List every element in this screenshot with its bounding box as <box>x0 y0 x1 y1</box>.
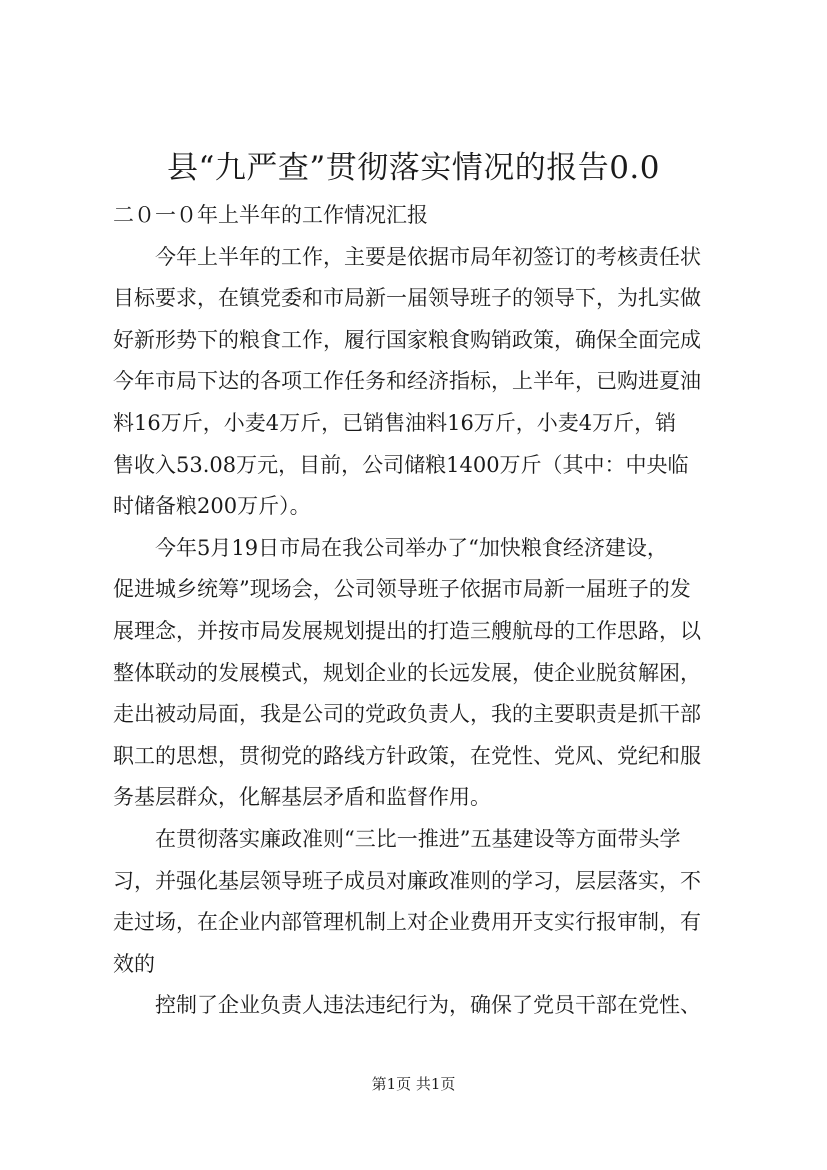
text-line: 二０一０年上半年的工作情况汇报 <box>113 203 428 227</box>
document-body <box>113 195 753 1027</box>
text-line: 料16万斤，小麦4万斤，已销售油料16万斤，小麦4万斤，销 <box>113 410 677 435</box>
text-line: 展理念，并按市局发展规划提出的打造三艘航母的工作思路，以 <box>113 618 701 643</box>
text-line: 售收入53.08万元，目前，公司储粮1400万斤（其中：中央临 <box>113 452 689 477</box>
text-line: 习，并强化基层领导班子成员对廉政准则的学习，层层落实，不 <box>113 868 701 893</box>
text-line: 促进城乡统筹”现场会，公司领导班子依据市局新一届班子的发 <box>113 577 691 602</box>
text-line: 务基层群众，化解基层矛盾和监督作用。 <box>113 785 491 810</box>
text-line: 控制了企业负责人违法违纪行为，确保了党员干部在党性、 <box>113 993 701 1018</box>
text-line: 职工的思想，贯彻党的路线方针政策，在党性、党风、党纪和服 <box>113 743 701 768</box>
text-line: 在贯彻落实廉政准则“三比一推进”五基建设等方面带头学 <box>113 826 681 851</box>
text-line: 今年5月19日市局在我公司举办了“加快粮食经济建设， <box>113 535 668 560</box>
text-line: 今年上半年的工作，主要是依据市局年初签订的考核责任状 <box>113 244 701 269</box>
document-title: 县“九严查”贯彻落实情况的报告0.0 <box>167 150 660 186</box>
text-line: 走过场，在企业内部管理机制上对企业费用开支实行报审制，有 <box>113 910 701 935</box>
text-line: 今年市局下达的各项工作任务和经济指标，上半年，已购进夏油 <box>113 369 701 394</box>
text-line: 目标要求，在镇党委和市局新一届领导班子的领导下，为扎实做 <box>113 286 701 311</box>
text-line: 整体联动的发展模式，规划企业的长远发展，使企业脱贫解困， <box>113 660 701 685</box>
text-line: 好新形势下的粮食工作，履行国家粮食购销政策，确保全面完成 <box>113 327 701 352</box>
page-number-footer: 第1页 共1页 <box>371 1075 456 1093</box>
text-line: 走出被动局面，我是公司的党政负责人，我的主要职责是抓干部 <box>113 702 701 727</box>
text-line: 时储备粮200万斤）。 <box>113 494 311 519</box>
text-line: 效的 <box>113 951 155 976</box>
